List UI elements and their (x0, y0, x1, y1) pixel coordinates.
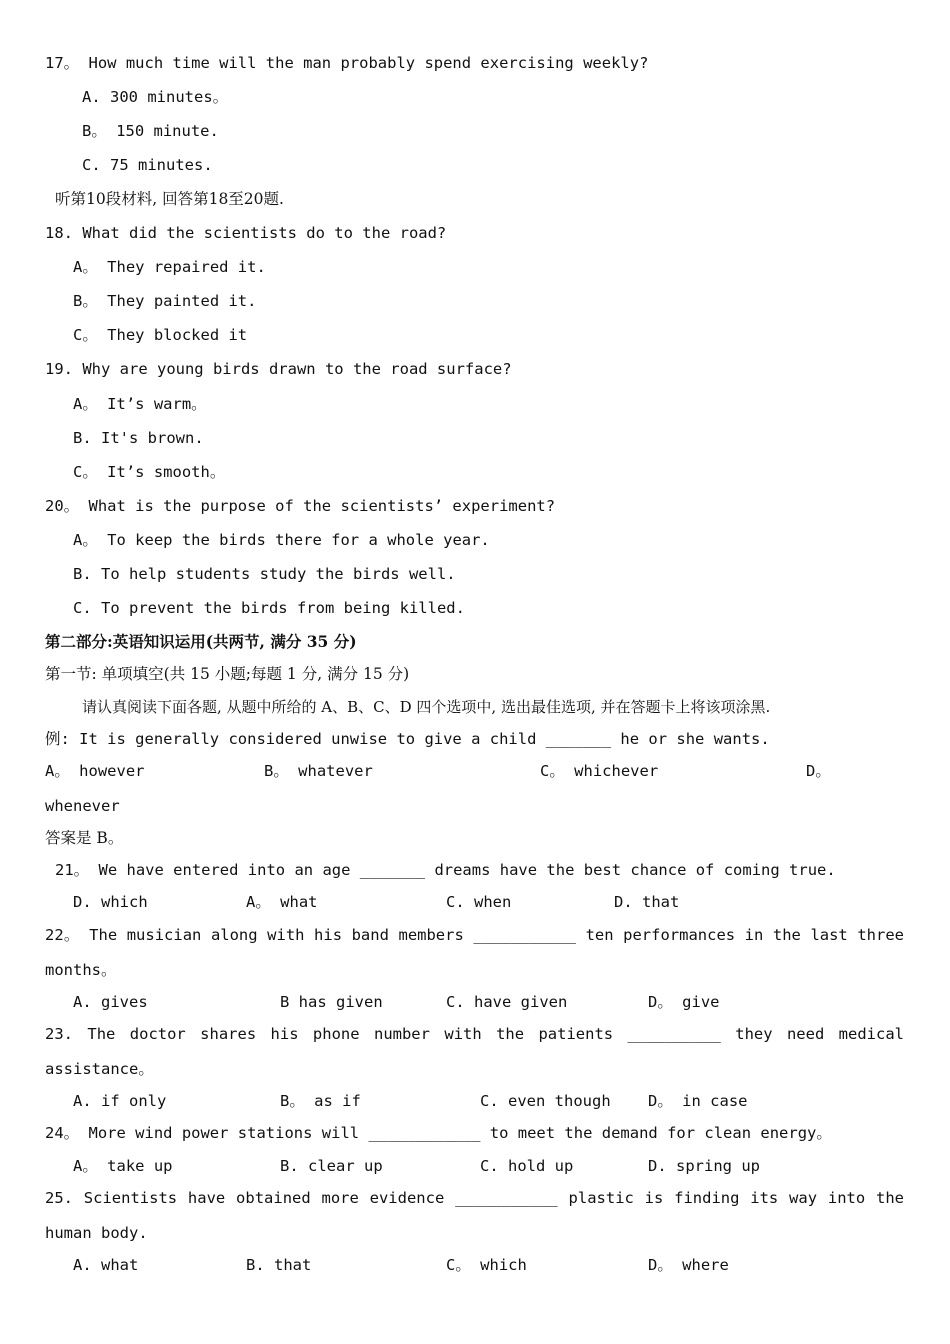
question-20-option-a: A。 To keep the birds there for a whole year. (73, 531, 490, 549)
question-22-stem-line-2: months。 (45, 961, 117, 979)
example-stem: 例: It is generally considered unwise to give a child _______ he or she wants. (45, 730, 770, 748)
part-2-title: 第二部分:英语知识运用(共两节, 满分 35 分) (45, 632, 357, 651)
question-19-option-c: C。 It’s smooth。 (73, 463, 226, 481)
question-20-option-c: C. To prevent the birds from being killed. (73, 599, 465, 617)
question-20-stem: 20。 What is the purpose of the scientists’ experiment? (45, 497, 556, 515)
question-23-option-b: B。 as if (280, 1092, 361, 1110)
question-18-option-a: A。 They repaired it. (73, 258, 266, 276)
question-21-option-4: D. that (614, 893, 680, 911)
question-17-option-c: C. 75 minutes. (82, 156, 213, 174)
question-18-stem: 18. What did the scientists do to the road? (45, 224, 447, 242)
question-25-stem-line-2: human body. (45, 1224, 148, 1242)
question-18-option-b: B。 They painted it. (73, 292, 257, 310)
question-19-stem: 19. Why are young birds drawn to the road surface? (45, 360, 512, 378)
question-23-stem-line-1: 23. The doctor shares his phone number with the patients __________ they need medical (45, 1025, 904, 1043)
question-17-stem: 17。 How much time will the man probably spend exercising weekly? (45, 54, 649, 72)
question-25-stem-line-1: 25. Scientists have obtained more evidence ___________ plastic is finding its way into the (45, 1189, 904, 1207)
question-25-option-c: C。 which (446, 1256, 527, 1274)
example-option-d-text: whenever (45, 797, 120, 815)
question-23-stem-line-2: assistance。 (45, 1060, 154, 1078)
question-25-option-d: D。 where (648, 1256, 729, 1274)
question-22-option-d: D。 give (648, 993, 720, 1011)
question-17-option-b: B。 150 minute. (82, 122, 219, 140)
example-answer: 答案是 B。 (45, 829, 124, 847)
example-option-b: B。 whatever (264, 762, 373, 780)
question-20-option-b: B. To help students study the birds well. (73, 565, 456, 583)
section-1-title: 第一节: 单项填空(共 15 小题;每题 1 分, 满分 15 分) (45, 665, 410, 683)
question-21-stem: 21。 We have entered into an age _______ dreams have the best chance of coming true. (55, 861, 836, 879)
question-24-option-a: A。 take up (73, 1157, 173, 1175)
question-24-option-d: D. spring up (648, 1157, 760, 1175)
question-19-option-a: A。 It’s warm。 (73, 395, 207, 413)
example-option-d-label: D。 (806, 762, 831, 780)
question-18-option-c: C。 They blocked it (73, 326, 248, 344)
question-25-option-b: B. that (246, 1256, 312, 1274)
example-option-c: C。 whichever (540, 762, 659, 780)
question-17-option-a: A. 300 minutes。 (82, 88, 229, 106)
question-21-option-2: A。 what (246, 893, 318, 911)
section-10-instruction: 听第10段材料, 回答第18至20题. (55, 190, 284, 208)
question-22-option-b: B has given (280, 993, 383, 1011)
question-22-option-c: C. have given (446, 993, 568, 1011)
question-23-option-a: A. if only (73, 1092, 167, 1110)
example-option-a: A。 however (45, 762, 145, 780)
question-24-option-c: C. hold up (480, 1157, 574, 1175)
question-23-option-d: D。 in case (648, 1092, 748, 1110)
question-21-option-3: C. when (446, 893, 512, 911)
question-24-option-b: B. clear up (280, 1157, 383, 1175)
question-25-option-a: A. what (73, 1256, 139, 1274)
question-22-option-a: A. gives (73, 993, 148, 1011)
question-23-option-c: C. even though (480, 1092, 611, 1110)
question-22-stem-line-1: 22。 The musician along with his band members ___________ ten performances in the last three (45, 926, 904, 944)
instructions: 请认真阅读下面各题, 从题中所给的 A、B、C、D 四个选项中, 选出最佳选项, 并在答题卡上将该项涂黑. (82, 698, 771, 716)
question-19-option-b: B. It's brown. (73, 429, 204, 447)
question-24-stem: 24。 More wind power stations will ____________ to meet the demand for clean energy。 (45, 1124, 832, 1142)
question-21-option-1: D. which (73, 893, 148, 911)
